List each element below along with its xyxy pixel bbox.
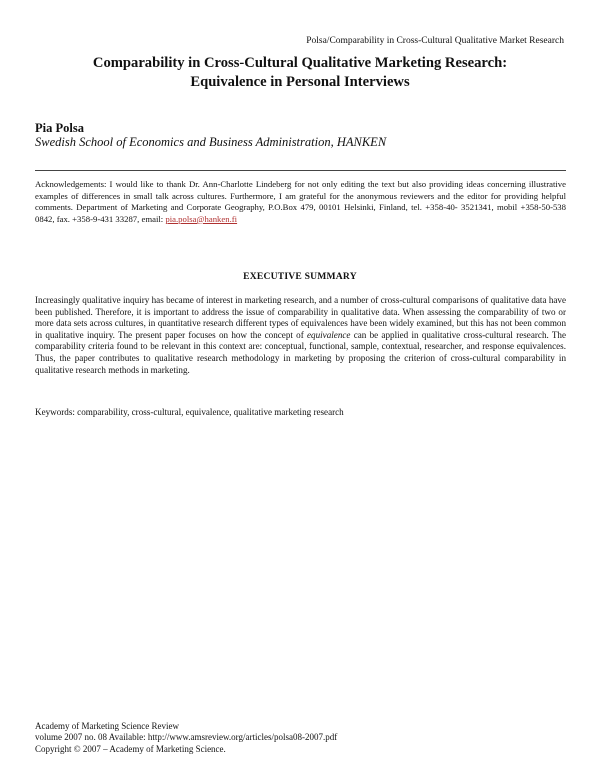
paper-title bbox=[40, 54, 560, 92]
divider-rule bbox=[35, 170, 566, 171]
acknowledgements-text: Acknowledgements: I would like to thank Dr. Ann-Charlotte Lindeberg for not only editing the text but also providing ideas concerning illustrative examples of differences in small talk across cultures. Furthermore, I am grateful for the anonymous reviewers and the editor for providing helpful comments. Department of Marketing and Corporate Geography, P.O.Box 479, 00101 Helsinki, Finland, tel. +358-40- 3521341, mobil +358-50-538 0842, fax. +358-9-431 33287, email: bbox=[35, 179, 566, 224]
keywords: Keywords: comparability, cross-cultural, equivalence, qualitative marketing research bbox=[35, 407, 344, 417]
title-line-1: Comparability in Cross-Cultural Qualitative Marketing Research: bbox=[92, 55, 508, 71]
summary-text-part-2: can be applied in qualitative cross-cultural research. The comparability criteria found to be relevant in this context are: conceptual, functional, sample, contextual, researcher, and response equivalences. Thus, the paper contributes to qualitative research methodology in marketing by proposing the criterion of cross-cultural comparability in qualitative research methods in marketing. bbox=[35, 329, 567, 375]
summary-emphasis: equivalence bbox=[307, 329, 351, 340]
footer-journal: Academy of Marketing Science Review bbox=[35, 721, 179, 731]
title-line-2: Equivalence in Personal Interviews bbox=[190, 74, 410, 90]
author-affiliation: Swedish School of Economics and Business Administration, HANKEN bbox=[35, 135, 387, 149]
author-name: Pia Polsa bbox=[35, 121, 84, 135]
journal-footer bbox=[35, 721, 337, 755]
acknowledgements bbox=[35, 179, 566, 225]
email-link[interactable]: pia.polsa@hanken.fi bbox=[165, 213, 238, 224]
summary-text-part-1: Increasingly qualitative inquiry has became of interest in marketing research, and a number of cross-cultural comparisons of qualitative data have been published. Therefore, it is important to address the issue of comparability in qualitative data. When assessing the comparability of two or more data sets across cultures, in quantitative research different types of equivalences have been widely examined, but this has not been common in qualitative inquiry. The present paper focuses on how the concept of bbox=[35, 295, 566, 340]
executive-summary-body bbox=[35, 295, 566, 376]
footer-volume: volume 2007 no. 08 Available: http://www.amsreview.org/articles/polsa08-2007.pdf bbox=[35, 732, 338, 743]
running-head: Polsa/Comparability in Cross-Cultural Qualitative Market Research bbox=[306, 36, 564, 46]
executive-summary-heading: EXECUTIVE SUMMARY bbox=[243, 271, 357, 282]
footer-copyright: Copyright © 2007 – Academy of Marketing Science. bbox=[35, 743, 226, 754]
